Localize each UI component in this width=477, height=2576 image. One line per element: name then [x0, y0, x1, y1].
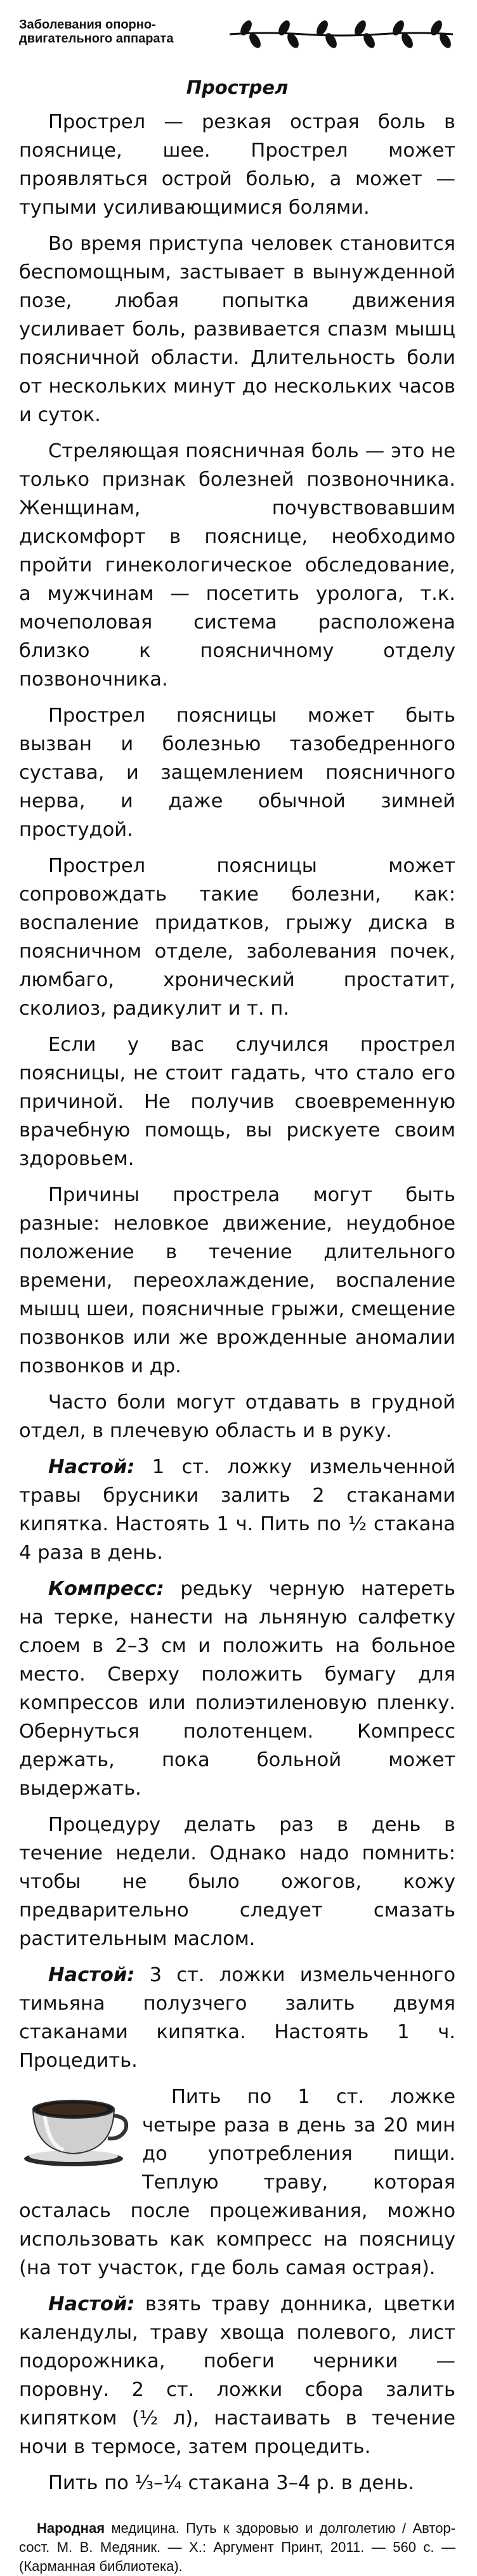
recipe-thyme-usage: Пить по 1 ст. ложке четыре раза в день за 20 мин до употребления пищи. Теплую траву, которая осталась после процеживания, можно использовать как компресс на поясницу (на тот участок, где боль самая острая).: [19, 2086, 455, 2279]
recipe-label: Настой:: [48, 1964, 135, 1986]
recipe-label: Компресс:: [48, 1578, 164, 1600]
teacup-icon: [19, 2088, 131, 2169]
recipe-infusion-thyme: [19, 1961, 455, 2075]
recipe-label: Настой:: [48, 2293, 135, 2315]
paragraph-warning: Если у вас случился прострел поясницы, не стоит гадать, что стало его причиной. Не получив своевременную врачебную помощь, вы рискуете своим здоровьем.: [19, 1034, 455, 1170]
source-citation: [19, 2519, 455, 2576]
header: [19, 10, 455, 55]
paragraph-shooting-pain: Стреляющая поясничная боль — это не только признак болезней позвоночника. Женщинам, почувствовавшим дискомфорт в пояснице, необходимо пройти гинекологическое обследование, а мужчинам — посетить уролога, т.к. мочеполовая система расположена близко к поясничному отделу позвоночника.: [19, 440, 455, 691]
recipe-infusion-melilot: [19, 2290, 455, 2461]
recipe-infusion-lingonberry: [19, 1453, 455, 1567]
source-text: медицина. Путь к здоровью и долголетию / Автор-сост. М. В. Медяник. — Х.: Аргумент Принт, 2011. — 560 с. — (Карманная библиотека).: [19, 2520, 455, 2574]
article-title: Прострел: [186, 77, 289, 98]
section-label-line-2: двигательного аппарата: [19, 32, 174, 46]
recipe-text: 3 ст. ложки измельченного тимьяна полузчего залить двумя стаканами кипятка. Настоять 1 ч. Процедить.: [19, 1964, 455, 2072]
recipe-text: редьку черную натереть на терке, нанести на льняную салфетку слоем в 2–3 см и положить на больное место. Сверху положить бумагу для компрессов или полиэтиленовую пленку. Обернуться полотенцем. Компресс держать, пока больной может выдержать.: [19, 1578, 455, 1800]
paragraph-causes-hip: Прострел поясницы может быть вызван и болезнью тазобедренного сустава, и защемлением поясничного нерва, и даже обычной зимней простудой.: [19, 705, 455, 841]
recipe-text: 1 ст. ложку измельченной травы брусники залить 2 стаканами кипятка. Настоять 1 ч. Пить по ½ стакана 4 раза в день.: [19, 1456, 455, 1564]
recipe-compress-radish: [19, 1575, 455, 1803]
section-label-line-1: Заболевания опорно-: [19, 18, 156, 32]
paragraph-accompanying-diseases: Прострел поясницы может сопровождать такие болезни, как: воспаление придатков, грыжу диска в поясничном отделе, заболевания почек, люмбаго, хронический простатит, сколиоз, радикулит и т. п.: [19, 855, 455, 1020]
teacup-illustration: [19, 2088, 131, 2169]
paragraph-reasons: Причины прострела могут быть разные: неловкое движение, неудобное положение в течение длительного времени, переохлаждение, воспаление мышц шеи, поясничные грыжи, смещение позвонков или же врожденные аномалии позвонков и др.: [19, 1184, 455, 1377]
section-label: [19, 18, 209, 46]
recipe-melilot-dosage: Пить по ⅓–¼ стакана 3–4 р. в день.: [48, 2472, 414, 2494]
vine-ornament-icon: [227, 13, 455, 52]
recipe-text: взять траву донника, цветки календулы, траву хвоща полевого, лист подорожника, побеги черники — поровну. 2 ст. ложки сбора залить кипятком (½ л), настаивать в течение ночи в термосе, затем процедить.: [19, 2293, 455, 2458]
paragraph-attack: Во время приступа человек становится беспомощным, застывает в вынужденной позе, любая попытка движения усиливает боль, развивается спазм мышц поясничной области. Длительность боли от нескольких минут до нескольких часов и суток.: [19, 233, 455, 426]
paragraph-definition: Прострел — резкая острая боль в пояснице, шее. Прострел может проявляться острой болью, а может — тупыми усиливающимися болями.: [19, 111, 455, 219]
paragraph-radiating: Часто боли могут отдавать в грудной отдел, в плечевую область и в руку.: [19, 1391, 455, 1442]
recipe-compress-note: Процедуру делать раз в день в течение недели. Однако надо помнить: чтобы не было ожогов, кожу предварительно следует смазать растительным маслом.: [19, 1814, 455, 1950]
source-bold: Народная: [37, 2520, 105, 2536]
recipe-label: Настой:: [48, 1456, 135, 1478]
